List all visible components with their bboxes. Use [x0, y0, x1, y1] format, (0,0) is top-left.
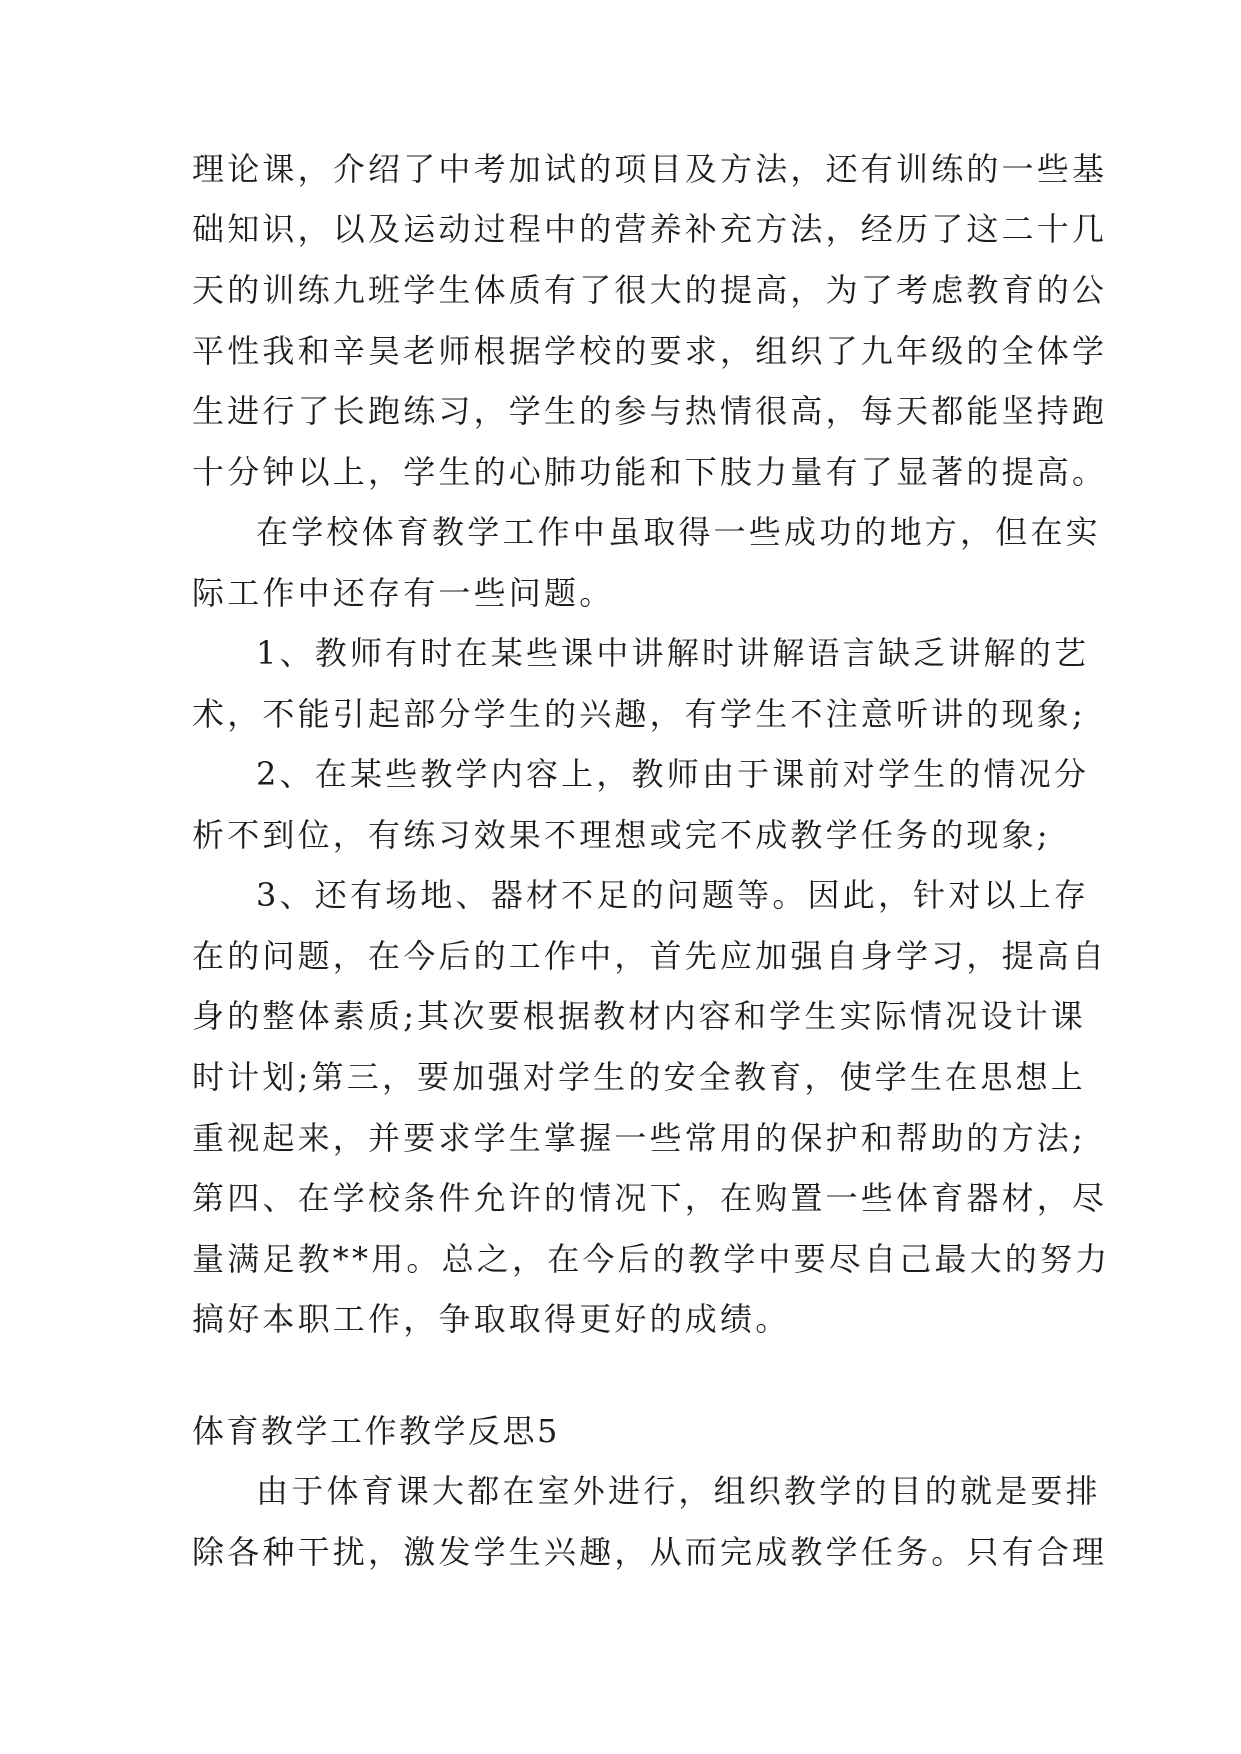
- text-line: 生进行了长跑练习，学生的参与热情很高，每天都能坚持跑: [192, 392, 1108, 430]
- text-line: 天的训练九班学生体质有了很大的提高，为了考虑教育的公: [192, 271, 1108, 309]
- text-line: 析不到位，有练习效果不理想或完不成教学任务的现象;: [192, 816, 1051, 854]
- text-line: 搞好本职工作，争取取得更好的成绩。: [192, 1300, 791, 1338]
- text-line: 第四、在学校条件允许的情况下，在购置一些体育器材，尽: [192, 1179, 1108, 1217]
- text-line: 除各种干扰，激发学生兴趣，从而完成教学任务。只有合理: [192, 1533, 1108, 1571]
- text-line: 身的整体素质;其次要根据教材内容和学生实际情况设计课: [192, 997, 1086, 1035]
- text-line: 量满足教**用。总之，在今后的教学中要尽自己最大的努力: [192, 1240, 1111, 1278]
- text-line: 时计划;第三，要加强对学生的安全教育，使学生在思想上: [192, 1058, 1086, 1096]
- list-item-2-first-line: 2、在某些教学内容上，教师由于课前对学生的情况分: [256, 755, 1090, 793]
- text-line: 十分钟以上，学生的心肺功能和下肢力量有了显著的提高。: [192, 453, 1108, 491]
- paragraph-first-line: 在学校体育教学工作中虽取得一些成功的地方，但在实: [256, 513, 1101, 551]
- paragraph-first-line: 由于体育课大都在室外进行，组织教学的目的就是要排: [256, 1472, 1101, 1510]
- list-item-3-first-line: 3、还有场地、器材不足的问题等。因此，针对以上存: [256, 876, 1090, 914]
- text-line: 际工作中还存有一些问题。: [192, 574, 615, 612]
- section-heading: 体育教学工作教学反思5: [192, 1412, 560, 1450]
- text-line: 在的问题，在今后的工作中，首先应加强自身学习，提高自: [192, 937, 1108, 975]
- text-line: 理论课，介绍了中考加试的项目及方法，还有训练的一些基: [192, 150, 1108, 188]
- text-line: 平性我和辛昊老师根据学校的要求，组织了九年级的全体学: [192, 332, 1108, 370]
- text-line: 础知识，以及运动过程中的营养补充方法，经历了这二十几: [192, 210, 1108, 248]
- text-line: 术，不能引起部分学生的兴趣，有学生不注意听讲的现象;: [192, 695, 1086, 733]
- text-line: 重视起来，并要求学生掌握一些常用的保护和帮助的方法;: [192, 1119, 1086, 1157]
- list-item-1-first-line: 1、教师有时在某些课中讲解时讲解语言缺乏讲解的艺: [256, 634, 1090, 672]
